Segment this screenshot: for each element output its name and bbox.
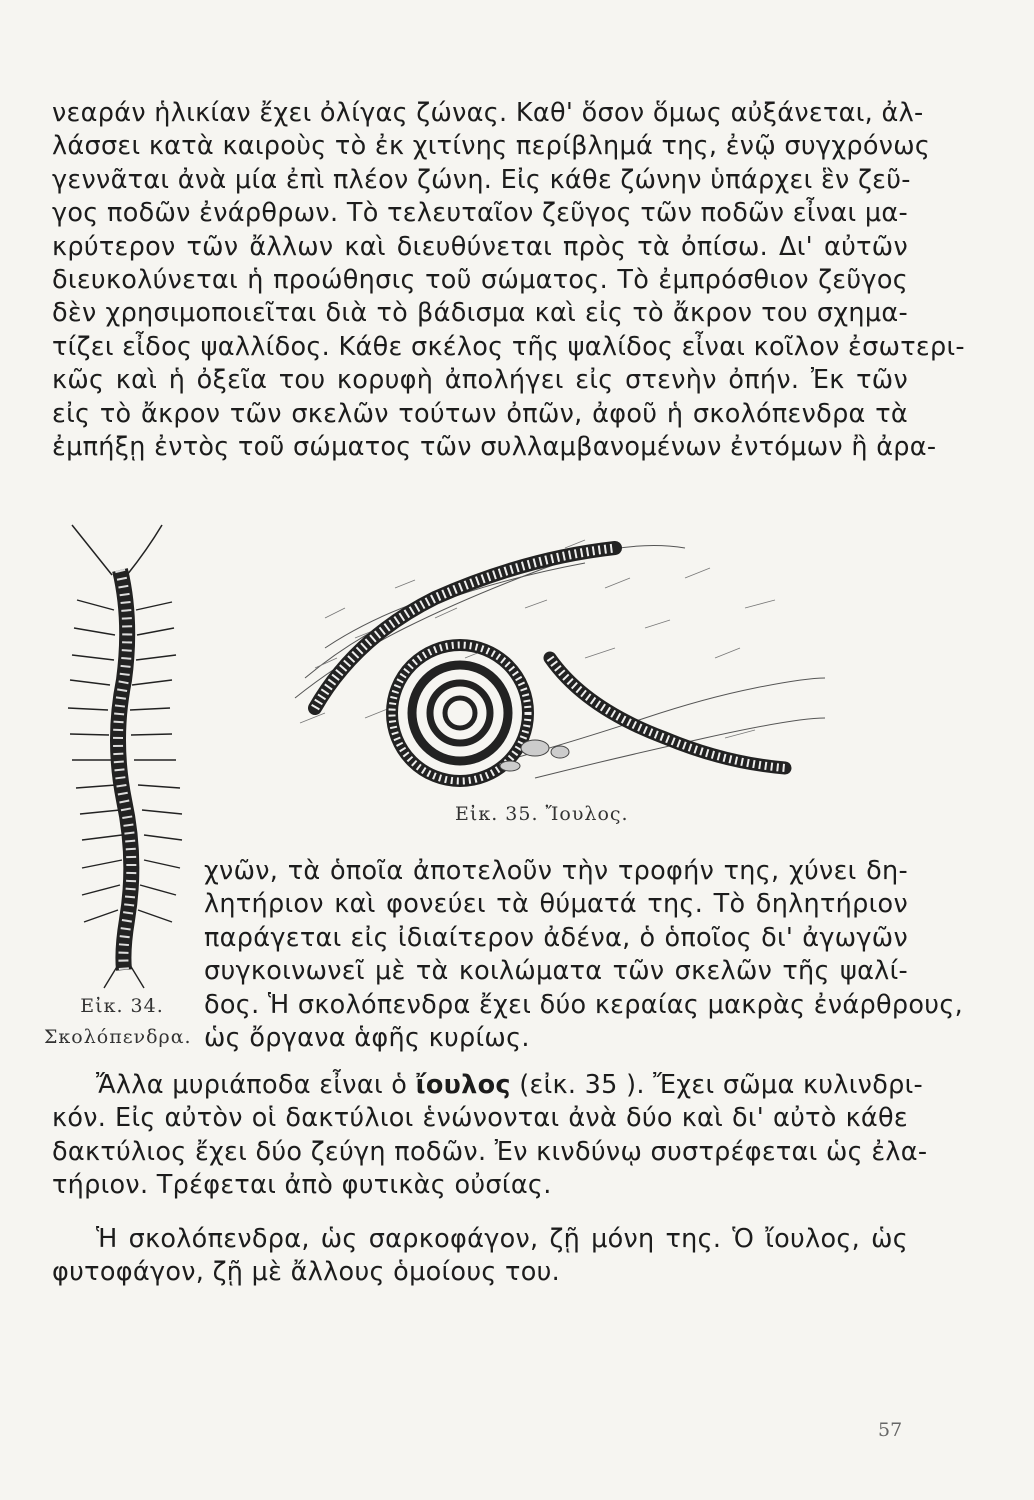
figure-34-caption-title: Σκολόπενδρα. <box>44 1026 192 1048</box>
text-line: χνῶν, τὰ ὁποῖα ἀποτελοῦν τὴν τροφήν της, χύνει δη- <box>204 856 908 886</box>
text-line: ἐμπήξῃ ἐντὸς τοῦ σώματος τῶν συλλαμβανομένων ἐντόμων ἢ ἀρα- <box>52 432 937 463</box>
paragraph-centipede-description <box>52 97 965 464</box>
text-line: Ἡ σκολόπενδρα, ὡς σαρκοφάγον, ζῇ μόνη της. Ὁ ἴουλος, ὡς <box>96 1224 908 1254</box>
text-line: δακτύλιος ἔχει δύο ζεύγη ποδῶν. Ἐν κινδύνῳ συστρέφεται ὡς ἐλα- <box>52 1136 928 1167</box>
text-line: λάσσει κατὰ καιροὺς τὸ ἐκ χιτίνης περίβλημά της, ἐνῷ συγχρόνως <box>52 131 931 162</box>
paragraph-comparison <box>52 1223 908 1290</box>
millipede-lower <box>550 658 785 768</box>
text-line: τίζει εἶδος ψαλλίδος. Κάθε σκέλος τῆς ψαλίδος εἶναι κοῖλον ἐσωτερι- <box>52 331 965 362</box>
text-line: ὡς ὄργανα ἁφῆς κυρίως. <box>204 1023 530 1054</box>
bold-term-julus: ἴουλος <box>415 1070 511 1100</box>
text-line: εἰς τὸ ἄκρον τῶν σκελῶν τούτων ὀπῶν, ἀφοῦ ἡ σκολόπενδρα τὰ <box>52 398 908 429</box>
paragraph-venom <box>204 855 964 1055</box>
text-line: κόν. Εἰς αὐτὸν οἱ δακτύλιοι ἑνώνονται ἀνὰ δύο καὶ δι' αὐτὸ κάθε <box>52 1103 908 1134</box>
text-line: νεαράν ἡλικίαν ἔχει ὀλίγας ζώνας. Καθ' ὅσον ὅμως αὐξάνεται, ἀλ- <box>52 98 924 128</box>
scolopendra-illustration <box>52 520 202 990</box>
text-line: γεννᾶται ἀνὰ μία ἐπὶ πλέον ζώνη. Εἰς κάθε ζώνην ὑπάρχει ἓν ζεῦ- <box>52 164 911 195</box>
millipede-coiled <box>392 645 528 781</box>
text-line: συγκοινωνεῖ μὲ τὰ κοιλώματα τῶν σκελῶν τῆς ψαλί- <box>204 956 908 987</box>
julus-illustration <box>285 508 845 798</box>
text-line: δος. Ἡ σκολόπενδρα ἔχει δύο κεραίας μακρὰς ἐνάρθρους, <box>204 989 964 1020</box>
text-line: κῶς καὶ ἡ ὀξεῖα του κορυφὴ ἀπολήγει εἰς στενὴν ὀπήν. Ἐκ τῶν <box>52 365 908 396</box>
page-number: 57 <box>878 1419 903 1441</box>
figure-35-caption: Εἰκ. 35. Ἴουλος. <box>455 803 629 825</box>
text-line: λητήριον καὶ φονεύει τὰ θύματά της. Τὸ δηλητήριον <box>204 889 908 920</box>
text-line: κρύτερον τῶν ἄλλων καὶ διευθύνεται πρὸς τὰ ὀπίσω. Δι' αὐτῶν <box>52 231 908 262</box>
text-line: γος ποδῶν ἐνάρθρων. Τὸ τελευταῖον ζεῦγος τῶν ποδῶν εἶναι μα- <box>52 198 908 229</box>
text-line: διευκολύνεται ἡ προώθησις τοῦ σώματος. Τὸ ἐμπρόσθιον ζεῦγος <box>52 265 908 296</box>
paragraph-julus <box>52 1069 928 1203</box>
text-line <box>52 1069 924 1102</box>
text-line: φυτοφάγον, ζῇ μὲ ἄλλους ὁμοίους του. <box>52 1257 561 1288</box>
text-line: παράγεται εἰς ἰδιαίτερον ἀδένα, ὁ ὁποῖος δι' ἀγωγῶν <box>204 922 908 953</box>
figure-34-caption-number: Εἰκ. 34. <box>80 995 164 1017</box>
text-segment: Ἄλλα μυριάποδα εἶναι ὁ <box>96 1070 416 1100</box>
text-segment: (εἰκ. 35 ). Ἔχει σῶμα κυλινδρι- <box>510 1070 924 1100</box>
text-line: τήριον. Τρέφεται ἀπὸ φυτικὰς οὐσίας. <box>52 1170 552 1201</box>
text-line: δὲν χρησιμοποιεῖται διὰ τὸ βάδισμα καὶ εἰς τὸ ἄκρον του σχημα- <box>52 298 908 329</box>
